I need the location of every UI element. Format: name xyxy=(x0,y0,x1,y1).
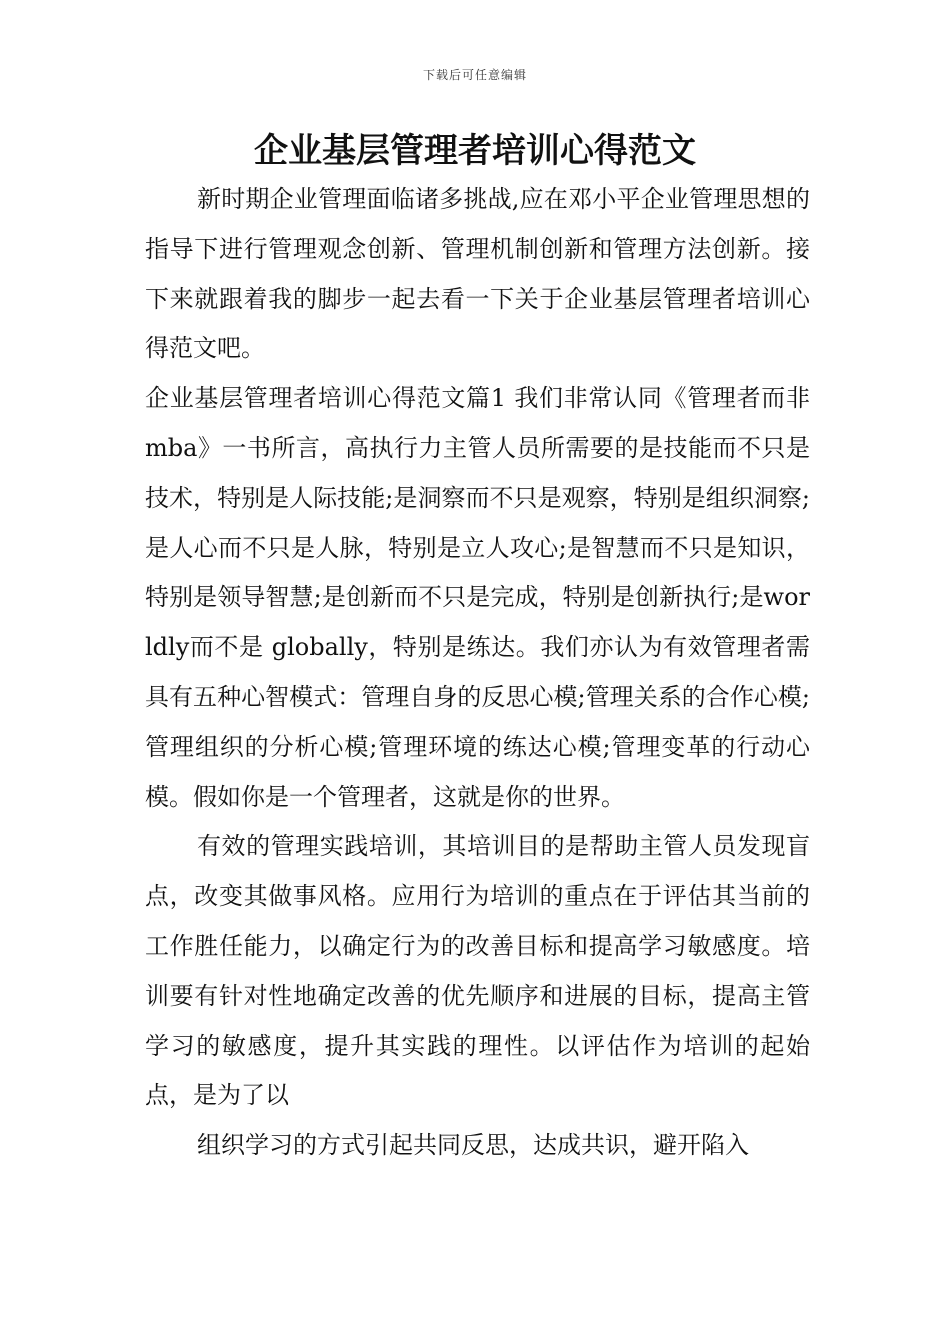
section-heading: 企业基层管理者培训心得范文篇1 xyxy=(145,384,507,413)
document-body xyxy=(145,175,810,1171)
section-text: 我们非常认同《管理者而非mba》一书所言，高执行力主管人员所需要的是技能而不只是技术，特别是人际技能;是洞察而不只是观察，特别是组织洞察;是人心而不只是人脉，特别是立人攻心;是智慧而不只是知识，特别是领导智慧;是创新而不只是完成，特别是创新执行;是worldly而不是 globally，特别是练达。我们亦认为有效管理者需具有五种心智模式：管理自身的反思心模;管理关系的合作心模;管理组织的分析心模;管理环境的练达心模;管理变革的行动心模。假如你是一个管理者，这就是你的世界。 xyxy=(145,384,810,811)
paragraph-2: 有效的管理实践培训，其培训目的是帮助主管人员发现盲点，改变其做事风格。应用行为培训的重点在于评估其当前的工作胜任能力，以确定行为的改善目标和提高学习敏感度。培训要有针对性地确定改善的优先顺序和进展的目标，提高主管学习的敏感度，提升其实践的理性。以评估作为培训的起始点，是为了以 xyxy=(145,832,810,1110)
header-note: 下载后可任意编辑 xyxy=(422,68,527,82)
section-paragraph xyxy=(145,374,810,822)
intro-paragraph: 新时期企业管理面临诸多挑战,应在邓小平企业管理思想的指导下进行管理观念创新、管理机制创新和管理方法创新。接下来就跟着我的脚步一起去看一下关于企业基层管理者培训心得范文吧。 xyxy=(145,185,810,363)
paragraph-3: 组织学习的方式引起共同反思，达成共识，避开陷入 xyxy=(197,1131,749,1160)
document-title: 企业基层管理者培训心得范文 xyxy=(254,131,696,171)
